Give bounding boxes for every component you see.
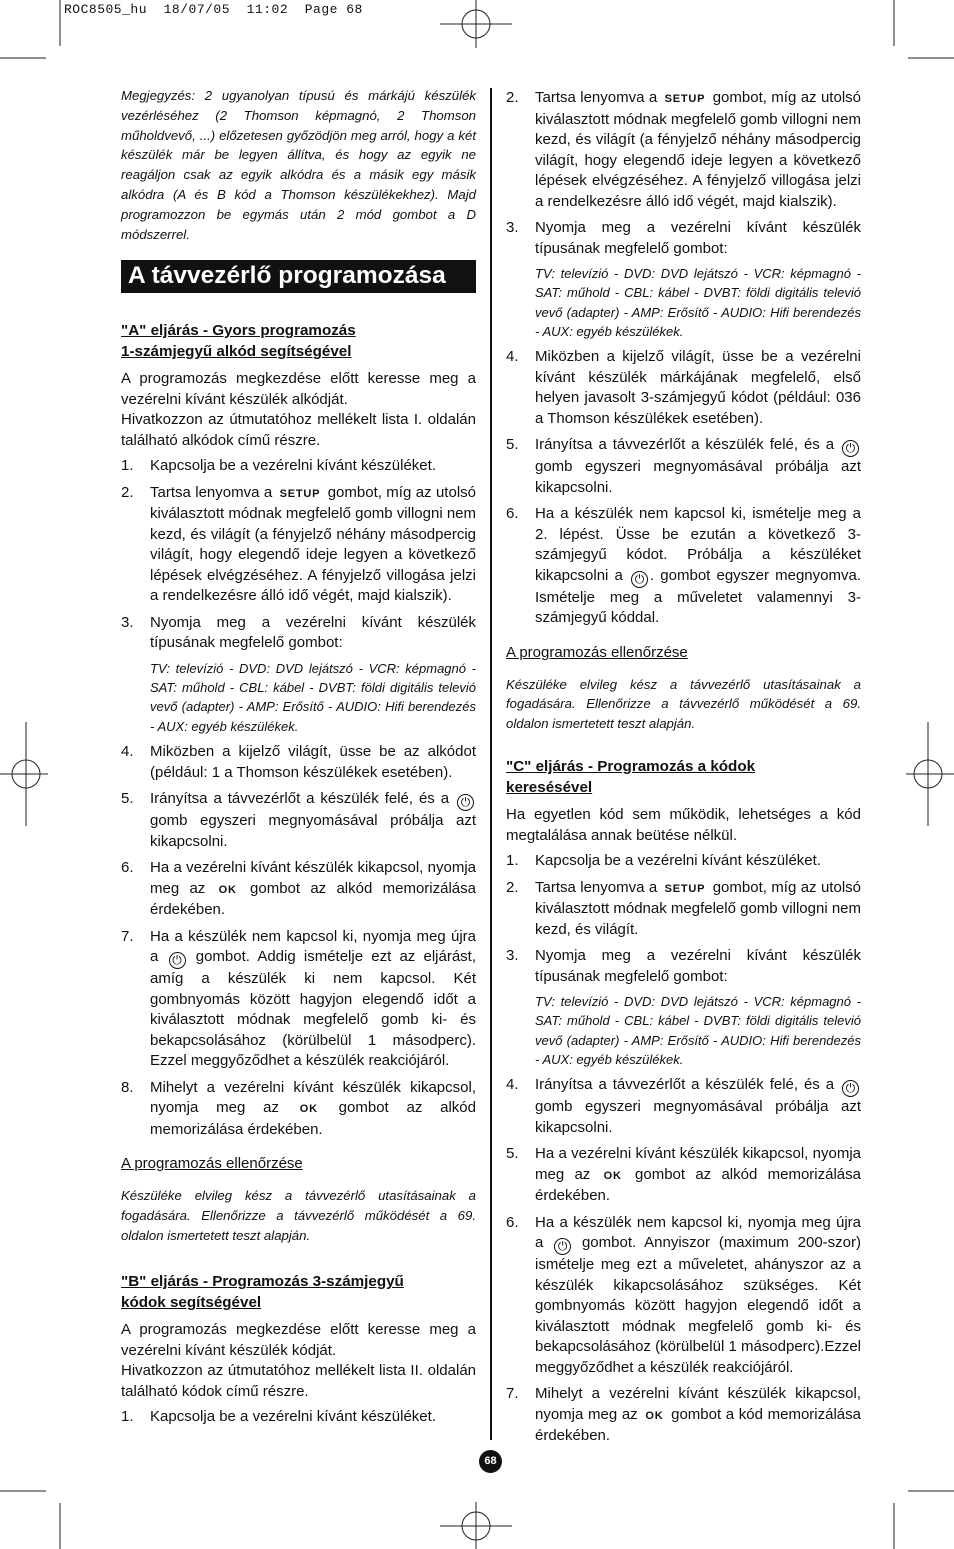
step-item: 6. Ha a készülék nem kapcsol ki, ismételje meg a 2. lépést. Üsse be ezután a következő 3-számjegyű kódot. Próbálja a készüléket kikapcsolni a ⏻ . gombot egyszer megnyomva. Ismételje meg a műveletet valamennyi 3-számjegyű kóddal.	[506, 505, 861, 627]
power-icon: ⏻	[554, 1238, 571, 1255]
step-item: 4. Miközben a kijelző világít, üsse be a vezérelni kívánt készülék márkájának megfelelő, első helyen javasolt 3-számjegyű kódot (például: 036 a Thomson készülékek esetében).	[506, 348, 861, 427]
section-c-heading	[506, 756, 861, 798]
step-item: 6. Ha a készülék nem kapcsol ki, nyomja meg újra a ⏻ gombot. Annyiszor (maximum 200-szor) ismételje meg ezt a műveletet, ahányszor az a készülék kikapcsolásához szükséges. Két gombnyomás között hagyjon elegendő időt a kiválasztott módnak megfelelő gomb ki- és bekapcsolásához (körülbelül 1 másodperc).Ezzel meggyőződhet a készülék reakciójáról.	[506, 1213, 862, 1376]
section-a-heading-line2: 1-számjegyű alkód segítségével	[121, 343, 352, 361]
section-b-steps-left	[121, 1407, 476, 1428]
step-item: 5. Irányítsa a távvezérlőt a készülék felé, és a ⏻ gomb egyszeri megnyomásával próbálja azt kikapcsolni.	[506, 436, 861, 496]
step-item: 3. Nyomja meg a vezérelni kívánt készülék típusának megfelelő gombot: TV: televízió - DVD: DVD lejátszó - VCR: képmagnó - SAT: műhold - CBL: kábel - DVBT: földi digitális televió vevő (adapter) - AMP: Erősítő - AUDIO: Hifi berendezés - AUX: egyéb készülékek.	[121, 613, 476, 736]
section-b-heading	[121, 1271, 476, 1313]
ok-button-label: OK	[645, 1409, 664, 1422]
step-item: 5. Irányítsa a távvezérlőt a készülék felé, és a ⏻ gomb egyszeri megnyomásával próbálja azt kikapcsolni.	[121, 790, 476, 850]
right-column	[506, 86, 861, 1453]
section-c-heading-line2: keresésével	[506, 779, 593, 797]
check-heading: A programozás ellenőrzése	[121, 1155, 303, 1173]
step-item: 6. Ha a vezérelni kívánt készülék kikapcsol, nyomja meg az OK gombot az alkód memorizálása érdekében.	[121, 859, 476, 919]
ok-button-label: OK	[299, 1103, 318, 1116]
section-b-heading-line1: "B" eljárás - Programozás 3-számjegyű	[121, 1273, 404, 1291]
step-item: 4. Irányítsa a távvezérlőt a készülék felé, és a ⏻ gomb egyszeri megnyomásával próbálja azt kikapcsolni.	[506, 1076, 861, 1136]
section-a-steps	[121, 456, 476, 1140]
step-item: 4. Miközben a kijelző világít, üsse be az alkódot (például: 1 a Thomson készülékek esetében).	[121, 743, 476, 781]
step-item: 1. Kapcsolja be a vezérelni kívánt készüléket.	[121, 1408, 436, 1426]
check-text: Készüléke elvileg kész a távvezérlő utasításainak a fogadására. Ellenőrizze a távvezérlő működését a 69. oldalon ismertetett teszt alapján.	[121, 1188, 476, 1243]
section-b-intro2: Hivatkozzon az útmutatóhoz mellékelt lista II. oldalán található kódok című részre.	[121, 1362, 476, 1400]
setup-button-label: SETUP	[279, 487, 321, 500]
check-text: Készüléke elvileg kész a távvezérlő utasításainak a fogadására. Ellenőrizze a távvezérlő működését a 69. oldalon ismertetett teszt alapján.	[506, 676, 861, 732]
step-item: 1. Kapcsolja be a vezérelni kívánt készüléket.	[121, 457, 436, 475]
step-item: 8. Mihelyt a vezérelni kívánt készülék kikapcsol, nyomja meg az OK gombot az alkód memorizálása érdekében.	[121, 1078, 476, 1138]
step-item: 1. Kapcsolja be a vezérelni kívánt készüléket.	[506, 852, 821, 870]
step-item: 3. Nyomja meg a vezérelni kívánt készülék típusának megfelelő gombot: TV: televízió - DVD: DVD lejátszó - VCR: képmagnó - SAT: műhold - CBL: kábel - DVBT: földi digitális televió vevő (adapter) - AMP: Erősítő - AUDIO: Hifi berendezés - AUX: egyéb készülékek.	[506, 218, 861, 341]
print-header: ROC8505_hu 18/07/05 11:02 Page 68	[64, 2, 363, 17]
section-b-intro1: A programozás megkezdése előtt keresse meg a vezérelni kívánt készülék kódját.	[121, 1321, 476, 1359]
power-icon: ⏻	[842, 440, 859, 457]
section-a-intro2: Hivatkozzon az útmutatóhoz mellékelt lista I. oldalán található alkódok című részre.	[121, 411, 476, 449]
device-list: TV: televízió - DVD: DVD lejátszó - VCR: képmagnó - SAT: műhold - CBL: kábel - DVBT: földi digitális televió vevő (adapter) - AMP: Erősítő - AUDIO: Hifi berendezés - AUX: egyéb készülékek.	[535, 994, 861, 1067]
page-number: 68	[479, 1450, 502, 1473]
setup-button-label: SETUP	[664, 93, 706, 105]
section-c-heading-line1: "C" eljárás - Programozás a kódok	[506, 758, 756, 776]
step-item: 2. Tartsa lenyomva a SETUP gombot, míg az utolsó kiválasztott módnak megfelelő gomb villogni nem kezd, és világít (a fényjelző néhány másodpercig világít, hogy elegendő ideje legyen a következő lépések elvégzéséhez. A fényjelző villogása jelzi a rendelkezésre álló idő végét, majd kialszik).	[121, 483, 476, 605]
ok-button-label: OK	[218, 883, 237, 896]
setup-button-label: SETUP	[664, 882, 706, 895]
step-item: 7. Mihelyt a vezérelni kívánt készülék kikapcsol, nyomja meg az OK gombot a kód memorizálása érdekében.	[506, 1385, 861, 1445]
power-icon: ⏻	[631, 571, 648, 588]
step-item: 2. Tartsa lenyomva a SETUP gombot, míg az utolsó kiválasztott módnak megfelelő gomb villogni nem kezd, és világít (a fényjelző néhány másodpercig világít, hogy elegendő ideje legyen a következő lépések elvégzéséhez. A fényjelző villogása jelzi a rendelkezésre álló idő végét, majd kialszik).	[506, 89, 861, 210]
section-a-heading-line1: "A" eljárás - Gyors programozás	[121, 322, 356, 340]
left-column	[121, 86, 476, 1434]
power-icon: ⏻	[457, 794, 474, 811]
device-list: TV: televízió - DVD: DVD lejátszó - VCR: képmagnó - SAT: műhold - CBL: kábel - DVBT: földi digitális televió vevő (adapter) - AMP: Erősítő - AUDIO: Hifi berendezés - AUX: egyéb készülékek.	[150, 660, 476, 734]
ok-button-label: OK	[603, 1169, 622, 1182]
page-title: A távvezérlő programozása	[121, 260, 476, 293]
section-a-intro1: A programozás megkezdése előtt keresse meg a vezérelni kívánt készülék alkódját.	[121, 370, 476, 408]
step-item: 3. Nyomja meg a vezérelni kívánt készülék típusának megfelelő gombot: TV: televízió - DVD: DVD lejátszó - VCR: képmagnó - SAT: műhold - CBL: kábel - DVBT: földi digitális televió vevő (adapter) - AMP: Erősítő - AUDIO: Hifi berendezés - AUX: egyéb készülékek.	[506, 946, 861, 1069]
section-c-intro: Ha egyetlen kód sem működik, lehetséges a kód megtalálása annak beütése nélkül.	[506, 806, 861, 844]
device-list: TV: televízió - DVD: DVD lejátszó - VCR: képmagnó - SAT: műhold - CBL: kábel - DVBT: földi digitális televió vevő (adapter) - AMP: Erősítő - AUDIO: Hifi berendezés - AUX: egyéb készülékek.	[535, 266, 861, 339]
power-icon: ⏻	[169, 952, 186, 969]
section-c-steps	[506, 851, 861, 1447]
power-icon: ⏻	[842, 1080, 859, 1097]
section-a-heading	[121, 320, 476, 362]
section-b-steps-right	[506, 88, 861, 629]
section-b-heading-line2: kódok segítségével	[121, 1294, 262, 1312]
note-paragraph: Megjegyzés: 2 ugyanolyan típusú és márkájú készülék vezérléséhez (2 Thomson képmagnó, 2 Thomson műholdvevő, ...) előzetesen győzödjön meg arról, hogy a két készülék már be legyen állítva, és hogy az egyik ne reagáljon csak az egyik alkódra és a másik egy másik alkódra (A és B kód a Thomson készülékekhez). Majd programozzon be egymás után 2 mód gombot a D módszerrel.	[121, 88, 476, 242]
check-heading: A programozás ellenőrzése	[506, 643, 688, 661]
step-item: 2. Tartsa lenyomva a SETUP gombot, míg az utolsó kiválasztott módnak megfelelő gomb villogni nem kezd, és világít.	[506, 878, 861, 938]
step-item: 5. Ha a vezérelni kívánt készülék kikapcsol, nyomja meg az OK gombot az alkód memorizálása érdekében.	[506, 1145, 861, 1205]
column-divider	[490, 88, 492, 1440]
step-item: 7. Ha a készülék nem kapcsol ki, nyomja meg újra a ⏻ gombot. Addig ismételje ezt az eljárást, amíg a készülék ki nem kapcsol. Két gombnyomás között hagyjon elegendő időt a kiválasztott módnak megfelelő gomb ki- és bekapcsolásához (körülbelül 1 másodperc). Ezzel meggyőződhet a készülék reakciójáról.	[121, 927, 477, 1070]
